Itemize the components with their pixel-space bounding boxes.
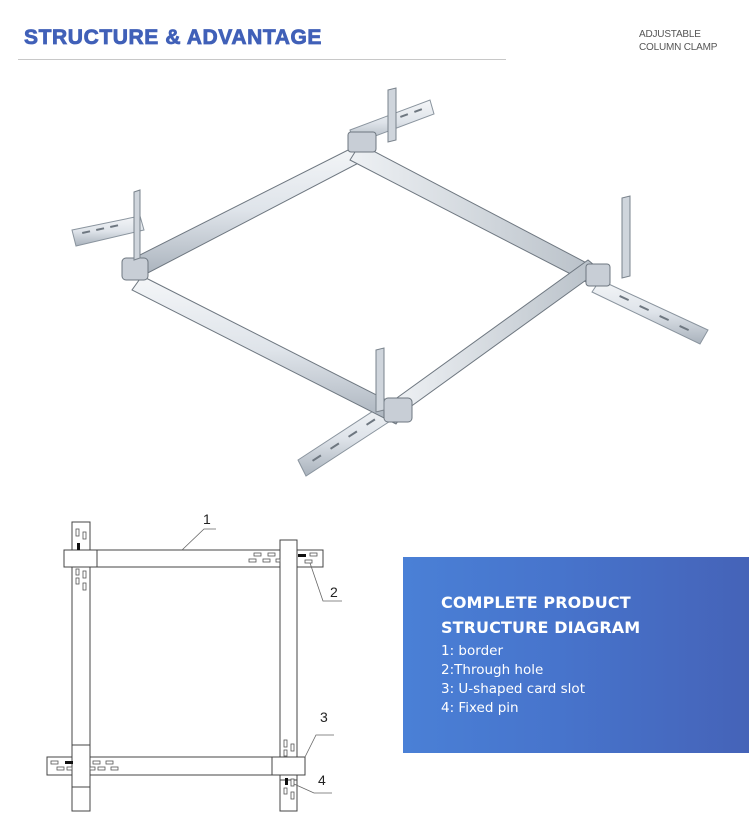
callout-3: 3 bbox=[320, 709, 328, 725]
structure-info-panel bbox=[403, 557, 749, 753]
product-name-line1: ADJUSTABLE bbox=[639, 29, 701, 40]
product-name-line2: COLUMN CLAMP bbox=[639, 42, 718, 53]
callout-4: 4 bbox=[318, 772, 326, 788]
header-divider bbox=[18, 59, 506, 60]
structure-diagram bbox=[40, 505, 360, 814]
product-name bbox=[639, 28, 717, 54]
panel-title-line2: STRUCTURE DIAGRAM bbox=[441, 618, 641, 637]
callout-2: 2 bbox=[330, 584, 338, 600]
component-item-through-hole: 2:Through hole bbox=[441, 662, 544, 678]
panel-title bbox=[441, 590, 640, 640]
component-item-fixed-pin: 4: Fixed pin bbox=[441, 700, 519, 716]
component-list bbox=[441, 642, 585, 718]
component-item-u-slot: 3: U-shaped card slot bbox=[441, 681, 585, 697]
page-title: STRUCTURE & ADVANTAGE bbox=[24, 26, 323, 49]
callout-1: 1 bbox=[203, 511, 211, 527]
panel-title-line1: COMPLETE PRODUCT bbox=[441, 593, 631, 612]
product-photo bbox=[60, 80, 720, 500]
component-item-border: 1: border bbox=[441, 643, 503, 659]
